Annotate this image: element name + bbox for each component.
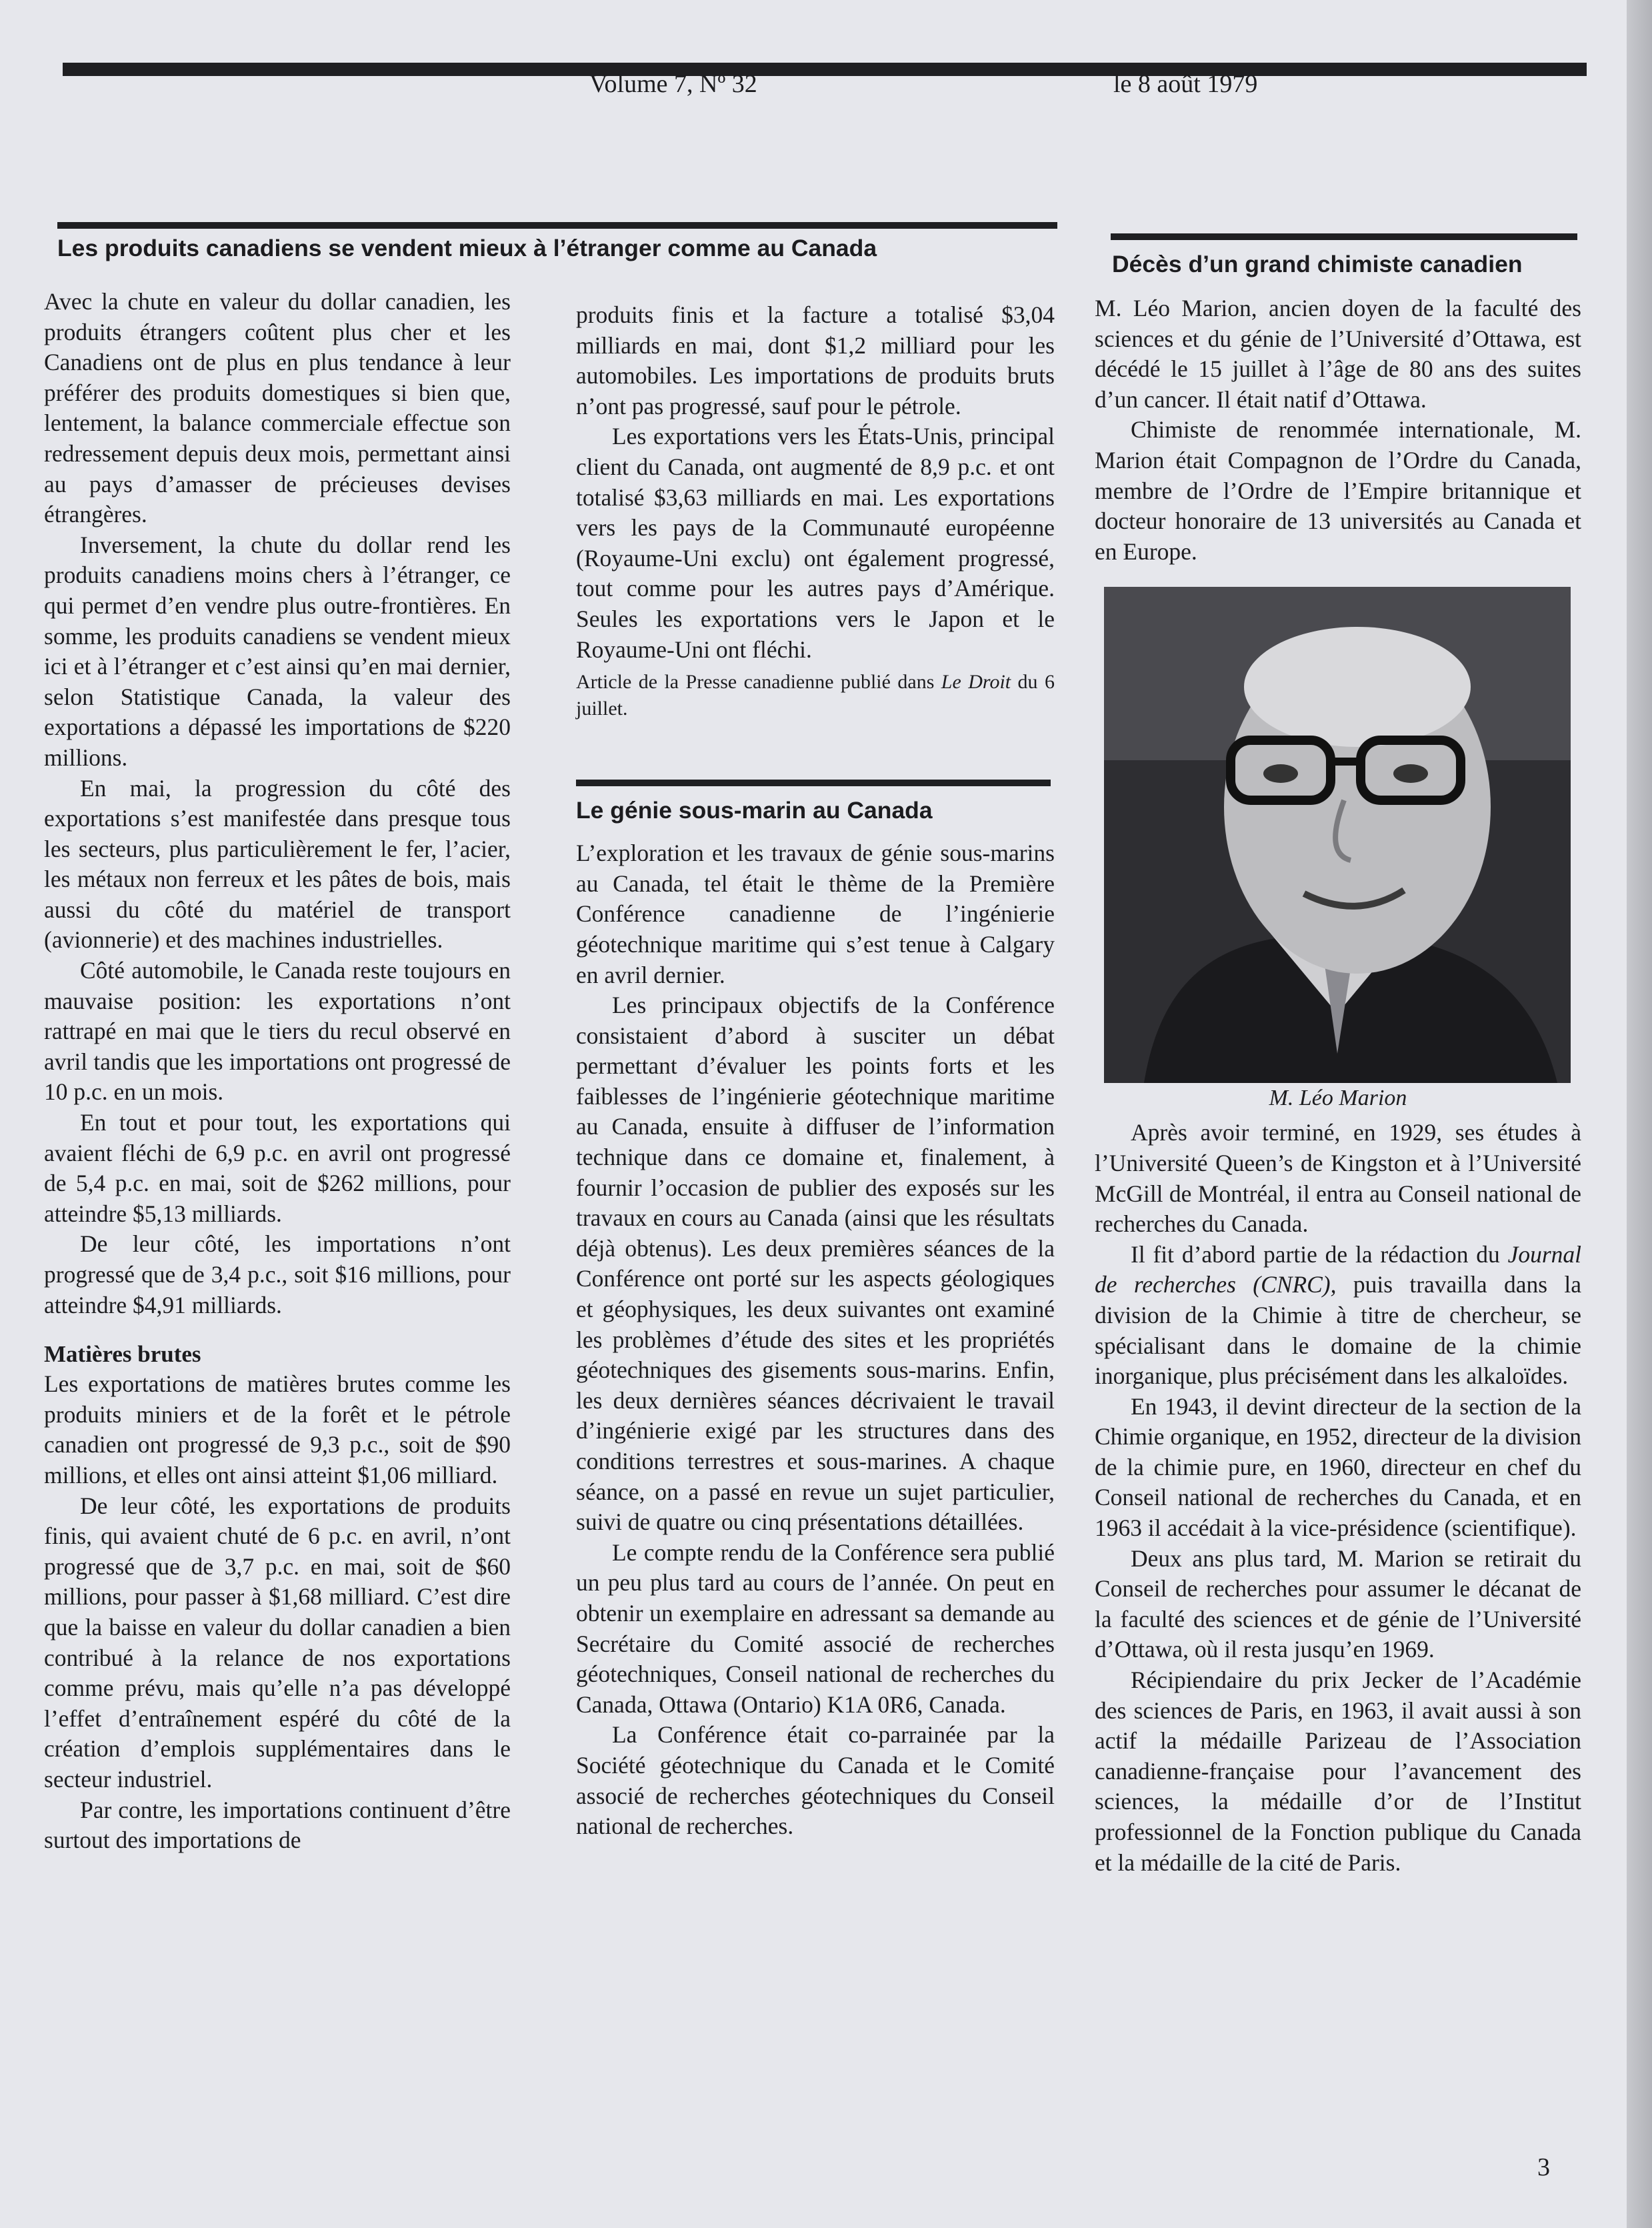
column-1 xyxy=(44,287,511,1856)
paragraph: Les exportations vers les États-Unis, principal client du Canada, ont augmenté de 8,9 p.c. et ont totalisé $3,63 milliards en mai. Les exportations vers les pays de la Communauté européenne (Royaume-Uni exclu) ont également progressé, tout comme pour les autres pays d’Amérique. Seules les exportations vers le Japon et le Royaume-Uni ont fléchi. xyxy=(576,423,1055,663)
paragraph: En mai, la progression du côté des exportations s’est manifestée dans presque tous les secteurs, plus particulièrement le fer, l’acier, les métaux non ferreux et les pâtes de bois, mais aussi du côté du matériel de transport (avionnerie) et des machines industrielles. xyxy=(44,774,511,954)
paragraph: En 1943, il devint directeur de la section de la Chimie organique, en 1952, directeur de la division de la chimie pure, en 1960, directeur en chef du Conseil national de recherches du Canada, et en 1963 il accédait à la vice-présidence (scientifique). xyxy=(1095,1392,1581,1542)
paragraph: L’exploration et les travaux de génie sous-marins au Canada, tel était le thème de la Première Conférence canadienne de l’ingénierie géotechnique maritime qui s’est tenue à Calgary en avril dernier. xyxy=(576,840,1055,988)
paragraph: En tout et pour tout, les exportations qui avaient fléchi de 6,9 p.c. en avril ont progressé de 5,4 p.c. en mai, soit de $262 millions, pour atteindre $5,13 milliards. xyxy=(44,1109,511,1227)
paragraph: Le compte rendu de la Conférence sera publié un peu plus tard au cours de l’année. On peut en obtenir un exemplaire en adressant sa demande au Secrétaire du Comité associé de recherches géotechniques, Conseil national de recherches du Canada, Ottawa (Ontario) K1A 0R6, Canada. xyxy=(576,1538,1055,1718)
subheading: Matières brutes xyxy=(44,1341,201,1368)
volume-number: Volume 7, Nº 32 xyxy=(589,70,757,98)
headline-rule xyxy=(576,780,1051,786)
paragraph: Par contre, les importations continuent d’être surtout des importations de xyxy=(44,1796,511,1854)
paragraph: Deux ans plus tard, M. Marion se retirait du Conseil de recherches pour assumer le décanat de la faculté des sciences et de génie de l’Université d’Ottawa, où il resta jusqu’en 1969. xyxy=(1095,1544,1581,1663)
paragraph: De leur côté, les exportations de produits finis, qui avaient chuté de 6 p.c. en avril, n’ont progressé que de 3,7 p.c. en mai, soit de $60 millions, pour passer à $1,68 milliard. C’est dire que la baisse en valeur du dollar canadien a bien contribué à la relance de nos exportations comme prévu, mais qu’elle n’a pas développé l’effet d’entraînement espéré du côté de la création d’emplois supplémentaires dans le secteur industriel. xyxy=(44,1492,511,1793)
text-span: Il fit d’abord partie de la rédaction du xyxy=(1131,1240,1508,1268)
masthead-rule xyxy=(63,63,1587,76)
photo-caption: M. Léo Marion xyxy=(1269,1086,1407,1111)
paragraph: Inversement, la chute du dollar rend les produits canadiens moins chers à l’étranger, ce qui permet d’en vendre plus outre-frontières. En somme, les produits canadiens se vendent mieux ici et à l’étranger et c’est ainsi qu’en mai dernier, selon Statistique Canada, la valeur des exportations a dépassé les importations de $220 millions. xyxy=(44,531,511,771)
column-3 xyxy=(1095,233,1581,1878)
credit-text: Article de la Presse canadienne publié dans xyxy=(576,671,941,694)
paragraph: Côté automobile, le Canada reste toujours en mauvaise position: les exportations n’ont rattrapé en mai que le tiers du recul observé en avril tandis que les importations ont progressé de 10 p.c. en un mois. xyxy=(44,957,511,1106)
paragraph: Les exportations de matières brutes comme les produits miniers et de la forêt et le pétrole canadien ont progressé de 9,3 p.c., soit de $90 millions, et elles ont ainsi atteint $1,06 milliard. xyxy=(44,1370,511,1488)
headline-rule xyxy=(57,222,1057,229)
paragraph: Après avoir terminé, en 1929, ses études à l’Université Queen’s de Kingston et à l’Université McGill de Montréal, il entra au Conseil national de recherches du Canada. xyxy=(1095,1119,1581,1238)
paragraph: Récipiendaire du prix Jecker de l’Académie des sciences de Paris, en 1963, il avait aussi à son actif la médaille Parizeau de l’Association canadienne-française pour l’avancement des sciences, la médaille d’or de l’Institut professionnel de la Fonction publique du Canada et la médaille de la cité de Paris. xyxy=(1095,1666,1581,1876)
column-2 xyxy=(576,300,1055,1842)
paragraph: produits finis et la facture a totalisé $3,04 milliards en mai, dont $1,2 milliard pour les automobiles. Les importations de produits bruts n’ont pas progressé, sauf pour le pétrole. xyxy=(576,301,1055,419)
paragraph: De leur côté, les importations n’ont progressé que de 3,4 p.c., soit $16 millions, pour atteindre $4,91 milliards. xyxy=(44,1230,511,1318)
headline-rule xyxy=(1111,233,1577,240)
paragraph: La Conférence était co-parrainée par la Société géotechnique du Canada et le Comité associé de recherches géotechniques du Conseil national de recherches. xyxy=(576,1721,1055,1840)
article-credit xyxy=(576,669,1055,722)
page-number: 3 xyxy=(1537,2153,1550,2181)
article-headline-products: Les produits canadiens se vendent mieux à l’étranger comme au Canada xyxy=(57,235,877,261)
portrait-illustration xyxy=(1104,587,1571,1083)
paragraph: Les principaux objectifs de la Conférence consistaient d’abord à susciter un débat permettant d’évaluer les points forts et les faiblesses de l’ingénierie géotechnique maritime au Canada, ensuite à diffuser de l’information technique dans ce domaine et, finalement, à fournir l’occasion de publier des exposés sur les travaux en cours au Canada (ainsi que les résultats déjà obtenus). Les deux premières séances de la Conférence ont porté sur les aspects géologiques et géophysiques, les deux suivantes ont examiné les problèmes d’étude des sites et les propriétés géotechniques des gisements sous-marins. Enfin, les deux dernières séances décrivaient le travail d’ingénierie exigé par les structures dans des conditions terrestres et sous-marines. A chaque séance, on a passé en revue un sujet particulier, suivi de quatre ou cinq présentations détaillées. xyxy=(576,992,1055,1536)
journal-title: Journal de recherches (CNRC), xyxy=(1095,1240,1581,1298)
credit-source: Le Droit xyxy=(941,671,1011,694)
credit-text: du 6 juillet. xyxy=(576,671,1055,720)
article-headline-obituary: Décès d’un grand chimiste canadien xyxy=(1112,251,1523,277)
article-headline-marine: Le génie sous-marin au Canada xyxy=(576,797,933,824)
paragraph: M. Léo Marion, ancien doyen de la faculté des sciences et du génie de l’Université d’Ottawa, est décédé le 15 juillet à l’âge de 80 ans des suites d’un cancer. Il était natif d’Ottawa. xyxy=(1095,295,1581,413)
page-edge-shadow xyxy=(1627,0,1652,2228)
text-span: puis travailla dans la division de la Chimie à titre de chercheur, se spécialisant dans le domaine de la chimie inorganique, plus précisément dans les alkaloïdes. xyxy=(1095,1271,1581,1390)
portrait-photo xyxy=(1104,587,1571,1083)
paragraph: Avec la chute en valeur du dollar canadien, les produits étrangers coûtent plus cher et les Canadiens ont de plus en plus tendance à leur préférer des produits domestiques si bien que, lentement, la balance commerciale effectue son redressement depuis deux mois, permettant ainsi au pays d’amasser de précieuses devises étrangères. xyxy=(44,288,511,528)
paragraph xyxy=(1095,1240,1581,1392)
issue-date: le 8 août 1979 xyxy=(1113,70,1258,98)
paragraph: Chimiste de renommée internationale, M. Marion était Compagnon de l’Ordre du Canada, membre de l’Ordre de l’Empire britannique et docteur honoraire de 13 universités au Canada et en Europe. xyxy=(1095,416,1581,565)
